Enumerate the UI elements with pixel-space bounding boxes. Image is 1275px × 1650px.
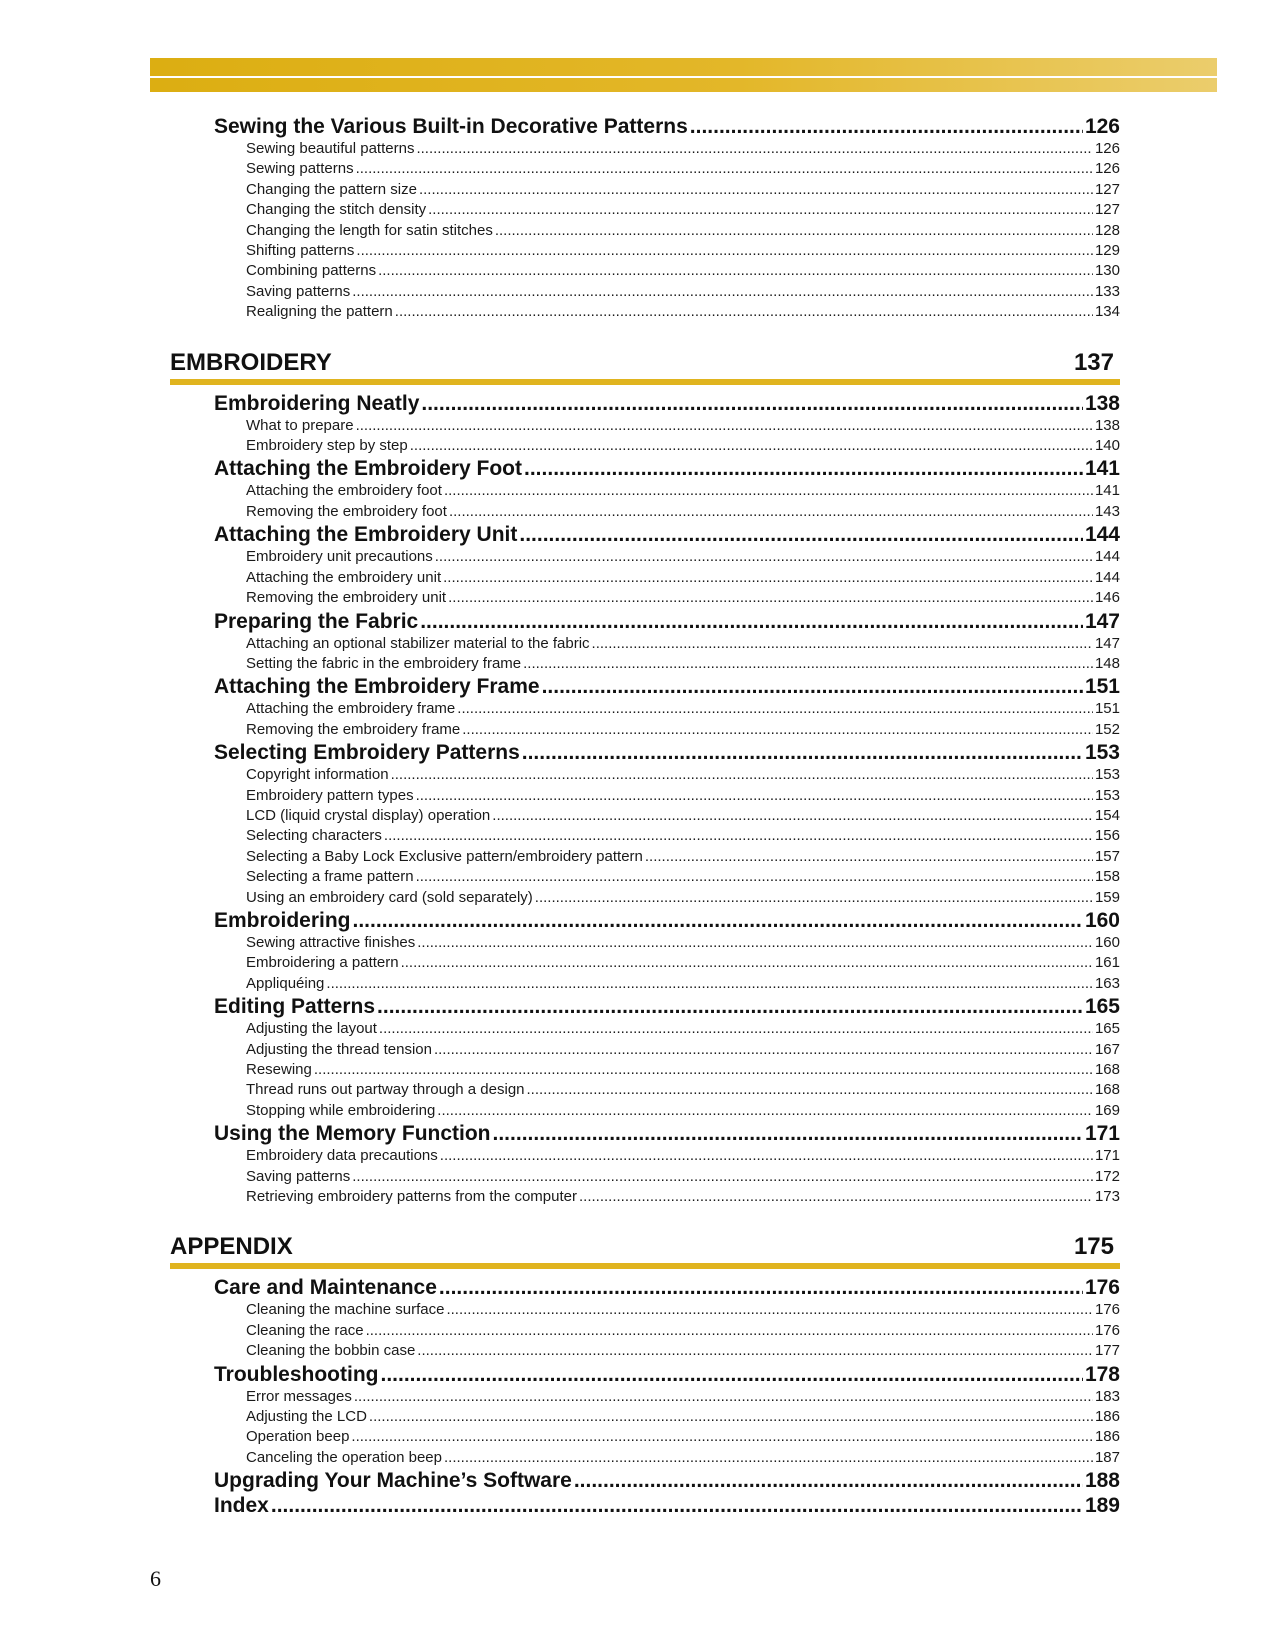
toc-subtopic[interactable]	[246, 933, 1120, 953]
toc-topic[interactable]	[214, 908, 1120, 933]
toc-topic-title: Care and Maintenance	[214, 1276, 437, 1300]
toc-subtopic-page: 157	[1094, 847, 1120, 865]
toc-subtopic-page: 183	[1094, 1387, 1120, 1405]
toc-subtopic-page: 159	[1094, 888, 1120, 906]
dot-leader	[352, 282, 1093, 302]
toc-subtopic-page: 176	[1094, 1321, 1120, 1339]
dot-leader	[645, 847, 1093, 867]
dot-leader	[457, 699, 1093, 719]
toc-subtopic-title: Changing the stitch density	[246, 201, 427, 219]
toc-subtopic-title: Copyright information	[246, 766, 389, 784]
toc-subtopic-title: Operation beep	[246, 1428, 350, 1446]
toc-topic-title: Attaching the Embroidery Foot	[214, 457, 523, 481]
dot-leader	[384, 826, 1093, 846]
toc-subtopic[interactable]	[246, 953, 1120, 973]
toc-subtopic-page: 130	[1094, 262, 1120, 280]
toc-subtopic-page: 143	[1094, 502, 1120, 520]
toc-subtopic-title: Removing the embroidery unit	[246, 589, 447, 607]
toc-subtopic[interactable]	[246, 1407, 1120, 1427]
dot-leader	[574, 1468, 1083, 1493]
toc-subtopic[interactable]	[246, 765, 1120, 785]
toc-topic-title: Editing Patterns	[214, 995, 376, 1019]
dot-leader	[527, 1080, 1093, 1100]
dot-leader	[378, 261, 1093, 281]
toc-topic-page: 171	[1084, 1122, 1120, 1146]
dot-leader	[420, 609, 1083, 634]
toc-subtopic[interactable]	[246, 261, 1120, 281]
toc-subtopic[interactable]	[246, 1448, 1120, 1468]
toc-subtopic[interactable]	[246, 588, 1120, 608]
toc-subtopic-page: 153	[1094, 766, 1120, 784]
toc-subtopic-title: Embroidery data precautions	[246, 1147, 438, 1165]
toc-subtopic-page: 147	[1094, 634, 1120, 652]
dot-leader	[416, 867, 1093, 887]
toc-subtopic[interactable]	[246, 568, 1120, 588]
dot-leader	[434, 1040, 1093, 1060]
toc-subtopic[interactable]	[246, 888, 1120, 908]
toc-subtopic-page: 187	[1094, 1448, 1120, 1466]
toc-subtopic-page: 141	[1094, 482, 1120, 500]
chapter-title: EMBROIDERY	[170, 348, 332, 376]
toc-subtopic-page: 144	[1094, 548, 1120, 566]
toc-subtopic-title: Setting the fabric in the embroidery frame	[246, 654, 522, 672]
toc-subtopic-title: Resewing	[246, 1061, 312, 1078]
toc-topic-page: 151	[1084, 675, 1120, 699]
dot-leader	[519, 522, 1083, 547]
toc-subtopic[interactable]	[246, 200, 1120, 220]
toc-topic-page: 165	[1084, 995, 1120, 1019]
toc-subtopic-page: 186	[1094, 1408, 1120, 1426]
toc-subtopic-page: 163	[1094, 974, 1120, 992]
toc-topic[interactable]	[214, 674, 1120, 699]
toc-subtopic-title: Sewing beautiful patterns	[246, 140, 415, 157]
toc-subtopic-title: Saving patterns	[246, 282, 351, 300]
toc-subtopic-title: Adjusting the LCD	[246, 1408, 367, 1426]
toc-subtopic-title: Saving patterns	[246, 1167, 351, 1185]
dot-leader	[352, 1167, 1093, 1187]
toc-topic[interactable]	[214, 114, 1120, 139]
toc-subtopic[interactable]	[246, 1167, 1120, 1187]
toc-topic-title: Embroidering	[214, 908, 351, 932]
dot-leader	[690, 114, 1083, 139]
toc-subtopic-page: 172	[1094, 1167, 1120, 1185]
dot-leader	[356, 416, 1093, 436]
dot-leader	[524, 456, 1083, 481]
dot-leader	[379, 1019, 1093, 1039]
toc-topic-page: 138	[1084, 391, 1120, 415]
toc-subtopic-title: Retrieving embroidery patterns from the computer	[246, 1188, 577, 1206]
toc-subtopic[interactable]	[246, 282, 1120, 302]
page-number: 6	[150, 1566, 161, 1591]
toc-subtopic-title: Sewing attractive finishes	[246, 933, 416, 951]
dot-leader	[369, 1407, 1093, 1427]
toc-topic-title: Selecting Embroidery Patterns	[214, 741, 520, 765]
toc-subtopic-title: Removing the embroidery frame	[246, 720, 461, 738]
toc-subtopic-title: Sewing patterns	[246, 160, 354, 178]
toc-subtopic-page: 134	[1094, 303, 1120, 321]
toc-subtopic[interactable]	[246, 786, 1120, 806]
dot-leader	[395, 302, 1093, 322]
toc-subtopic-title: Adjusting the thread tension	[246, 1040, 432, 1058]
dot-leader	[417, 933, 1093, 953]
toc-subtopic-page: 168	[1094, 1061, 1120, 1078]
toc-topic-page: 160	[1084, 908, 1120, 932]
toc-subtopic-page: 133	[1094, 282, 1120, 300]
toc-subtopic-page: 169	[1094, 1101, 1120, 1119]
toc-subtopic-title: Error messages	[246, 1387, 352, 1405]
toc-subtopic[interactable]	[246, 1387, 1120, 1407]
dot-leader	[428, 200, 1093, 220]
dot-leader	[542, 674, 1083, 699]
toc-subtopic-title: Changing the length for satin stitches	[246, 221, 493, 239]
toc-topic-page: 147	[1084, 609, 1120, 633]
toc-subtopic[interactable]	[246, 481, 1120, 501]
toc-subtopic[interactable]	[246, 720, 1120, 740]
toc-subtopic-title: Attaching the embroidery frame	[246, 700, 456, 718]
dot-leader	[391, 765, 1093, 785]
chapter-title: APPENDIX	[170, 1233, 293, 1261]
toc-subtopic[interactable]	[246, 1080, 1120, 1100]
dot-leader	[446, 1300, 1093, 1320]
toc-subtopic-page: 128	[1094, 221, 1120, 239]
dot-leader	[416, 139, 1093, 159]
toc-subtopic[interactable]	[246, 1187, 1120, 1207]
toc-subtopic-page: 129	[1094, 242, 1120, 260]
toc-subtopic-title: Cleaning the race	[246, 1321, 364, 1339]
dot-leader	[443, 568, 1093, 588]
toc-subtopic-page: 176	[1094, 1301, 1120, 1319]
dot-leader	[380, 1362, 1082, 1387]
toc-subtopic-title: What to prepare	[246, 416, 354, 434]
toc-topic-page: 189	[1084, 1494, 1120, 1518]
toc-subtopic-title: Using an embroidery card (sold separately)	[246, 888, 533, 906]
toc-subtopic-page: 126	[1094, 140, 1120, 157]
dot-leader	[401, 953, 1093, 973]
toc-topic-title: Embroidering Neatly	[214, 391, 420, 415]
toc-subtopic[interactable]	[246, 436, 1120, 456]
dot-leader	[440, 1146, 1093, 1166]
toc-subtopic-page: 127	[1094, 180, 1120, 198]
toc-subtopic-page: 165	[1094, 1020, 1120, 1038]
toc-subtopic-title: Selecting a Baby Lock Exclusive pattern/embroidery pattern	[246, 847, 643, 865]
toc-subtopic[interactable]	[246, 139, 1120, 159]
toc-subtopic[interactable]	[246, 221, 1120, 241]
toc-topic-page: 178	[1084, 1362, 1120, 1386]
toc-subtopic-page: 173	[1094, 1188, 1120, 1206]
dot-leader	[314, 1060, 1093, 1080]
toc-subtopic-title: Selecting characters	[246, 827, 382, 845]
header-band	[150, 58, 1217, 92]
toc-subtopic[interactable]	[246, 416, 1120, 436]
toc-subtopic[interactable]	[246, 180, 1120, 200]
dot-leader	[535, 888, 1093, 908]
toc-topic[interactable]	[214, 1493, 1120, 1518]
toc-subtopic-title: Combining patterns	[246, 262, 377, 280]
chapter-page: 137	[1073, 348, 1114, 376]
toc-subtopic[interactable]	[246, 159, 1120, 179]
toc-subtopic-title: Appliquéing	[246, 974, 325, 992]
header-band-line	[150, 76, 1217, 78]
toc-subtopic[interactable]	[246, 1060, 1120, 1080]
toc-subtopic-page: 154	[1094, 806, 1120, 824]
toc-topic-page: 176	[1084, 1276, 1120, 1300]
toc-topic[interactable]	[214, 522, 1120, 547]
dot-leader	[354, 1387, 1093, 1407]
toc-subtopic-page: 152	[1094, 720, 1120, 738]
toc-subtopic[interactable]	[246, 302, 1120, 322]
toc-subtopic[interactable]	[246, 1300, 1120, 1320]
toc-topic-title: Attaching the Embroidery Unit	[214, 523, 518, 547]
toc-subtopic-title: LCD (liquid crystal display) operation	[246, 806, 491, 824]
toc-subtopic-page: 146	[1094, 589, 1120, 607]
dot-leader	[326, 974, 1093, 994]
toc-subtopic[interactable]	[246, 1019, 1120, 1039]
toc-topic[interactable]	[214, 1121, 1120, 1146]
toc-subtopic[interactable]	[246, 867, 1120, 887]
toc-subtopic[interactable]	[246, 826, 1120, 846]
dot-leader	[444, 1448, 1093, 1468]
toc-subtopic-title: Shifting patterns	[246, 242, 355, 260]
dot-leader	[419, 180, 1093, 200]
dot-leader	[495, 221, 1093, 241]
toc-subtopic-page: 171	[1094, 1147, 1120, 1165]
dot-leader	[377, 994, 1083, 1019]
toc-subtopic-title: Embroidery unit precautions	[246, 548, 433, 566]
dot-leader	[356, 159, 1093, 179]
toc-topic-title: Attaching the Embroidery Frame	[214, 675, 540, 699]
toc-subtopic[interactable]	[246, 1427, 1120, 1447]
toc-subtopic[interactable]	[246, 654, 1120, 674]
dot-leader	[522, 740, 1083, 765]
toc-subtopic-page: 144	[1094, 568, 1120, 586]
dot-leader	[421, 391, 1083, 416]
toc-subtopic-title: Cleaning the bobbin case	[246, 1342, 416, 1360]
toc-subtopic[interactable]	[246, 1146, 1120, 1166]
toc-subtopic[interactable]	[246, 1101, 1120, 1121]
toc-topic-title: Index	[214, 1494, 269, 1518]
dot-leader	[410, 436, 1093, 456]
chapter-page: 175	[1073, 1233, 1114, 1261]
toc-subtopic-title: Removing the embroidery foot	[246, 502, 447, 520]
toc-subtopic[interactable]	[246, 806, 1120, 826]
toc-topic[interactable]	[214, 456, 1120, 481]
toc-subtopic[interactable]	[246, 547, 1120, 567]
toc-subtopic[interactable]	[246, 241, 1120, 261]
toc-subtopic-title: Embroidery pattern types	[246, 786, 414, 804]
dot-leader	[449, 502, 1093, 522]
chapter-heading[interactable]	[170, 1231, 1120, 1269]
toc-subtopic-title: Stopping while embroidering	[246, 1101, 436, 1119]
toc-subtopic-title: Attaching an optional stabilizer material to the fabric	[246, 634, 590, 652]
dot-leader	[492, 806, 1093, 826]
toc-subtopic-page: 177	[1094, 1342, 1120, 1360]
dot-leader	[523, 654, 1093, 674]
toc-subtopic-title: Thread runs out partway through a design	[246, 1081, 525, 1099]
toc-subtopic[interactable]	[246, 1040, 1120, 1060]
toc-subtopic-page: 160	[1094, 933, 1120, 951]
dot-leader	[416, 786, 1093, 806]
toc-subtopic-title: Embroidering a pattern	[246, 954, 399, 972]
toc-subtopic-page: 186	[1094, 1428, 1120, 1446]
toc-topic-title: Preparing the Fabric	[214, 609, 419, 633]
toc-subtopic-title: Attaching the embroidery unit	[246, 568, 442, 586]
dot-leader	[356, 241, 1093, 261]
toc-topic[interactable]	[214, 994, 1120, 1019]
toc-subtopic-title: Realigning the pattern	[246, 303, 393, 321]
toc-topic-title: Sewing the Various Built-in Decorative Patterns	[214, 115, 688, 138]
dot-leader	[439, 1275, 1083, 1300]
toc-topic[interactable]	[214, 740, 1120, 765]
toc-subtopic-page: 126	[1094, 160, 1120, 178]
toc-subtopic[interactable]	[246, 847, 1120, 867]
toc-topic[interactable]	[214, 391, 1120, 416]
toc-subtopic-page: 167	[1094, 1040, 1120, 1058]
toc-subtopic-title: Selecting a frame pattern	[246, 868, 414, 886]
chapter-heading[interactable]	[170, 347, 1120, 385]
toc-subtopic[interactable]	[246, 1321, 1120, 1341]
dot-leader	[417, 1341, 1093, 1361]
toc-subtopic-page: 158	[1094, 868, 1120, 886]
toc-subtopic-page: 153	[1094, 786, 1120, 804]
dot-leader	[579, 1187, 1093, 1207]
toc-topic-page: 126	[1084, 115, 1120, 138]
dot-leader	[493, 1121, 1083, 1146]
toc-subtopic-page: 168	[1094, 1081, 1120, 1099]
dot-leader	[271, 1493, 1083, 1518]
toc-topic-page: 153	[1084, 741, 1120, 765]
toc-subtopic-page: 140	[1094, 437, 1120, 455]
toc-subtopic-title: Canceling the operation beep	[246, 1448, 442, 1466]
dot-leader	[444, 481, 1093, 501]
dot-leader	[366, 1321, 1093, 1341]
toc-subtopic-page: 156	[1094, 827, 1120, 845]
toc-subtopic-title: Attaching the embroidery foot	[246, 482, 442, 500]
toc-subtopic-page: 161	[1094, 954, 1120, 972]
toc-subtopic-title: Cleaning the machine surface	[246, 1301, 445, 1319]
dot-leader	[437, 1101, 1093, 1121]
toc-subtopic-title: Adjusting the layout	[246, 1020, 377, 1038]
dot-leader	[448, 588, 1093, 608]
toc-subtopic-page: 138	[1094, 416, 1120, 434]
toc-topic-title: Using the Memory Function	[214, 1122, 491, 1146]
toc-topic[interactable]	[214, 609, 1120, 634]
toc-topic[interactable]	[214, 1468, 1120, 1493]
toc-topic-title: Troubleshooting	[214, 1362, 379, 1386]
toc-subtopic-title: Changing the pattern size	[246, 180, 417, 198]
table-of-contents	[170, 114, 1120, 1518]
dot-leader	[435, 547, 1093, 567]
toc-subtopic-page: 127	[1094, 201, 1120, 219]
toc-topic-page: 141	[1084, 457, 1120, 481]
dot-leader	[351, 1427, 1093, 1447]
dot-leader	[353, 908, 1083, 933]
dot-leader	[592, 634, 1093, 654]
toc-topic-title: Upgrading Your Machine’s Software	[214, 1469, 572, 1493]
toc-topic[interactable]	[214, 1362, 1120, 1387]
toc-subtopic-title: Embroidery step by step	[246, 437, 408, 455]
toc-subtopic-page: 148	[1094, 654, 1120, 672]
toc-subtopic[interactable]	[246, 699, 1120, 719]
toc-subtopic[interactable]	[246, 502, 1120, 522]
toc-subtopic-page: 151	[1094, 700, 1120, 718]
toc-topic[interactable]	[214, 1275, 1120, 1300]
toc-subtopic[interactable]	[246, 974, 1120, 994]
dot-leader	[462, 720, 1093, 740]
toc-subtopic[interactable]	[246, 634, 1120, 654]
toc-subtopic[interactable]	[246, 1341, 1120, 1361]
toc-topic-page: 188	[1084, 1469, 1120, 1493]
toc-topic-page: 144	[1084, 523, 1120, 547]
